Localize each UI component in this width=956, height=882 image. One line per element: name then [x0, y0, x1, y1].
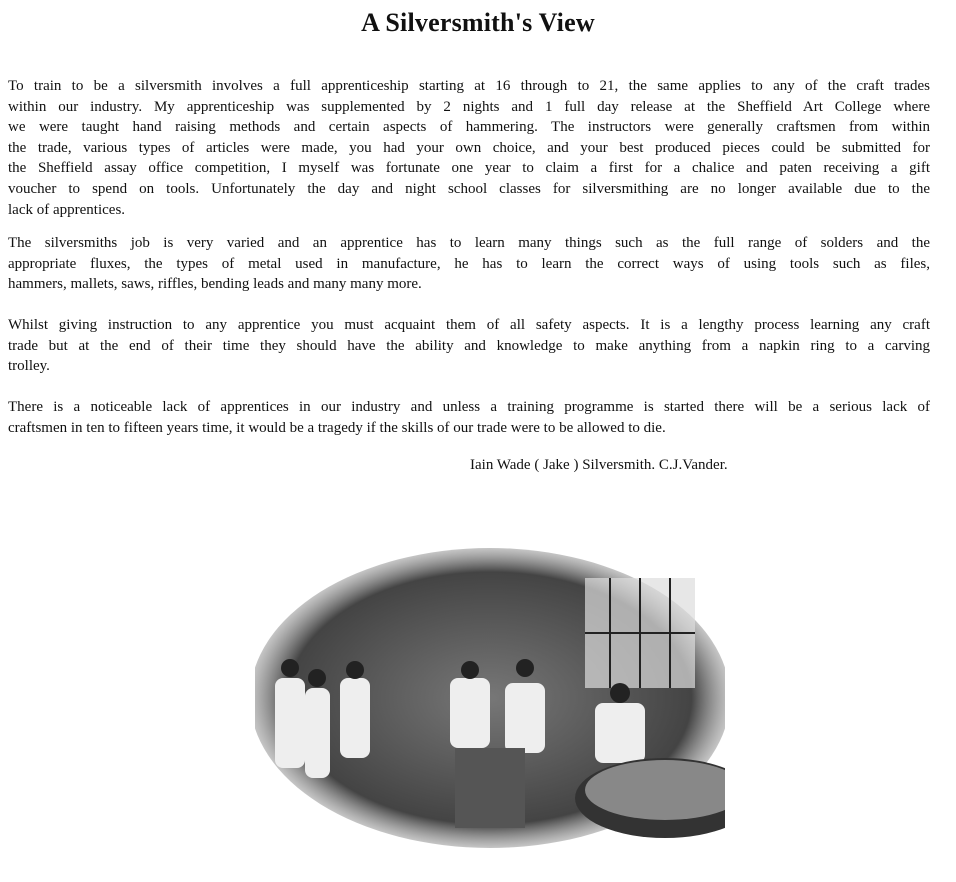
workshop-illustration — [255, 528, 725, 863]
paragraph-training — [8, 76, 930, 220]
text-line: the Sheffield assay office competition, I myself was fortunate one year to claim a first for a chalice and paten receiving a gift — [8, 160, 930, 177]
text-line: lack of apprentices. — [8, 201, 126, 218]
text-line: trolley. — [8, 358, 50, 375]
paragraph-lack — [8, 397, 930, 438]
text-line: craftsmen in ten to fifteen years time, it would be a tragedy if the skills of our trade were to be allowed to die. — [8, 419, 666, 436]
paragraph-job — [8, 233, 930, 295]
text-line: appropriate fluxes, the types of metal used in manufacture, he has to learn the correct ways of using tools such as files, — [8, 255, 930, 272]
text-line: trade but at the end of their time they should have the ability and knowledge to make anything from a napkin ring to a carving — [8, 337, 930, 354]
text-line: To train to be a silversmith involves a full apprenticeship starting at 16 through to 21, the same applies to any of the craft trades — [8, 78, 930, 94]
text-line: Whilst giving instruction to any apprentice you must acquaint them of all safety aspects. It is a lengthy process learning any craft — [8, 317, 930, 333]
text-line: hammers, mallets, saws, riffles, bending leads and many many more. — [8, 276, 422, 293]
signature: Iain Wade ( Jake ) Silversmith. C.J.Vander. — [470, 457, 728, 473]
text-line: within our industry. My apprenticeship was supplemented by 2 nights and 1 full day release at the Sheffield Art College where — [8, 98, 930, 115]
paragraph-safety — [8, 315, 930, 377]
text-line: the trade, various types of articles were made, you had your own choice, and your best produced pieces could be submitted for — [8, 139, 930, 156]
text-line: There is a noticeable lack of apprentices in our industry and unless a training programme is started there will be a serious lack of — [8, 399, 930, 415]
text-line: voucher to spend on tools. Unfortunately the day and night school classes for silversmithing are no longer available due to the — [8, 180, 930, 197]
page-title: A Silversmith's View — [361, 8, 595, 37]
text-line: The silversmiths job is very varied and an apprentice has to learn many things such as the full range of solders and the — [8, 235, 930, 251]
text-line: we were taught hand raising methods and certain aspects of hammering. The instructors were generally craftsmen from within — [8, 119, 930, 136]
